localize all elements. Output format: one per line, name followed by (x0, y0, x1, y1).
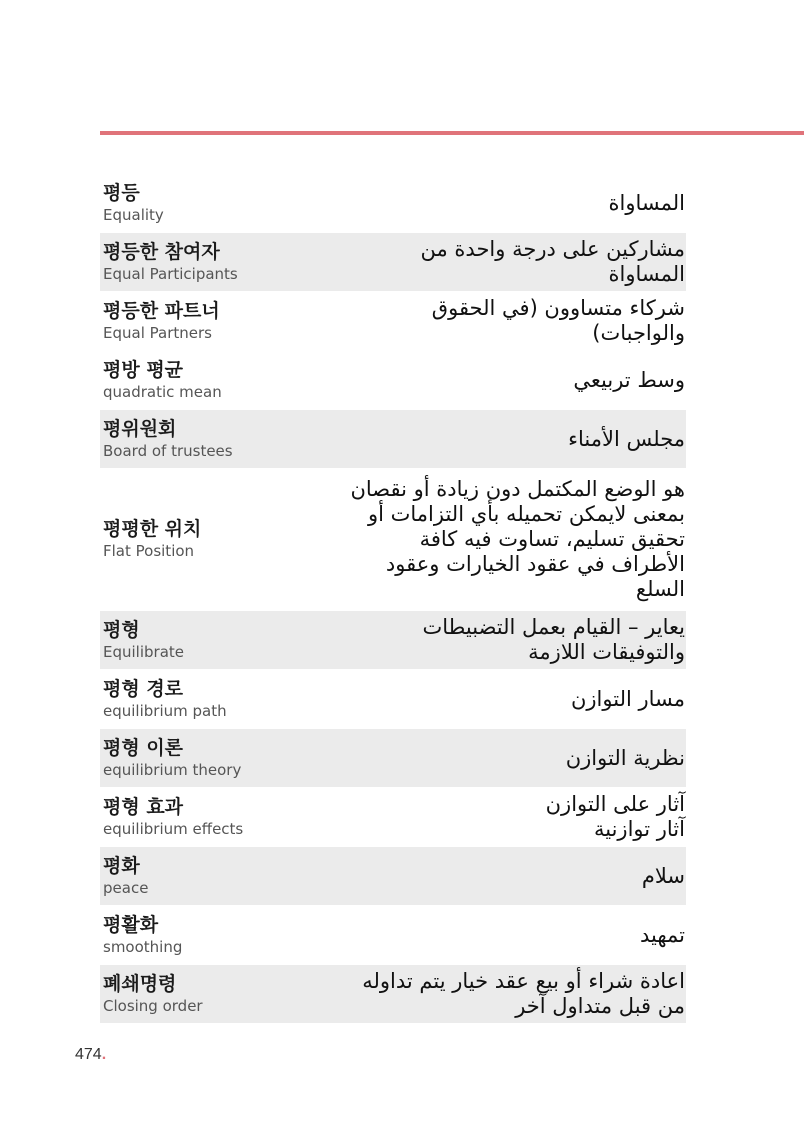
glossary-row (100, 611, 686, 669)
english-term: equilibrium path (103, 701, 227, 720)
english-term: Flat Position (103, 542, 195, 560)
glossary-row (100, 174, 686, 232)
glossary-row (100, 788, 686, 846)
glossary-row (100, 670, 686, 728)
korean-term: 평형 (103, 618, 140, 641)
korean-term: 평형 경로 (103, 677, 184, 700)
glossary-row (100, 469, 686, 610)
glossary-row (100, 292, 686, 350)
english-term: smoothing (103, 937, 183, 956)
arabic-term: مسار التوازن (570, 686, 685, 711)
english-term: Equality (103, 205, 164, 224)
glossary-row (100, 233, 686, 291)
glossary-row (100, 351, 686, 409)
korean-term: 평활화 (103, 913, 159, 936)
korean-term: 폐쇄명령 (103, 972, 177, 995)
korean-term: 평방 평균 (103, 358, 184, 381)
page-number-dot: . (101, 1046, 107, 1063)
arabic-term: نظرية التوازن (565, 745, 685, 770)
korean-term: 평형 효과 (103, 795, 184, 818)
page-number (75, 1046, 106, 1064)
glossary-table (100, 174, 686, 1024)
glossary-row (100, 410, 686, 468)
english-term: quadratic mean (103, 382, 222, 401)
arabic-term: مجلس الأمناء (568, 426, 685, 451)
english-term: Board of trustees (103, 441, 233, 460)
arabic-term: مشاركين على درجة واحدة من المساواة (420, 237, 685, 286)
arabic-term: آثار على التوازن آثار توازنية (545, 792, 685, 841)
korean-term: 평등 (103, 181, 140, 204)
korean-term: 평화 (103, 854, 140, 877)
english-term: equilibrium theory (103, 760, 242, 779)
arabic-term: هو الوضع المكتمل دون زيادة أو نقصان بمعنى لايمكن تحميله بأي التزامات أو تحقيق تسليم، تساوت فيه كافة الأطراف في عقود الخيارات وعقود السلع (350, 477, 685, 601)
glossary-row (100, 906, 686, 964)
english-term: Equal Participants (103, 264, 238, 283)
english-term: Closing order (103, 996, 203, 1015)
page-number-value: 474 (75, 1046, 102, 1063)
korean-term: 평형 이론 (103, 736, 184, 759)
header-rule (100, 131, 804, 135)
arabic-term: يعاير – القيام بعمل التضبيطات والتوفيقات اللازمة (422, 615, 685, 664)
arabic-term: تمهيد (639, 922, 685, 947)
glossary-row (100, 729, 686, 787)
glossary-row (100, 847, 686, 905)
english-term: peace (103, 878, 149, 897)
arabic-term: سلام (641, 863, 685, 888)
english-term: Equal Partners (103, 323, 212, 342)
korean-term: 평평한 위치 (103, 518, 202, 540)
glossary-row (100, 965, 686, 1023)
arabic-term: شركاء متساوون (في الحقوق والواجبات) (431, 296, 685, 345)
korean-term: 평등한 파트너 (103, 299, 220, 322)
english-term: equilibrium effects (103, 819, 244, 838)
english-term: Equilibrate (103, 642, 184, 661)
arabic-term: اعادة شراء أو بيع عقد خيار يتم تداوله من قبل متداول آخر (362, 969, 685, 1018)
arabic-term: وسط تربيعي (573, 367, 685, 392)
korean-term: 평위원회 (103, 417, 177, 440)
arabic-term: المساواة (608, 190, 685, 215)
korean-term: 평등한 참여자 (103, 240, 220, 263)
